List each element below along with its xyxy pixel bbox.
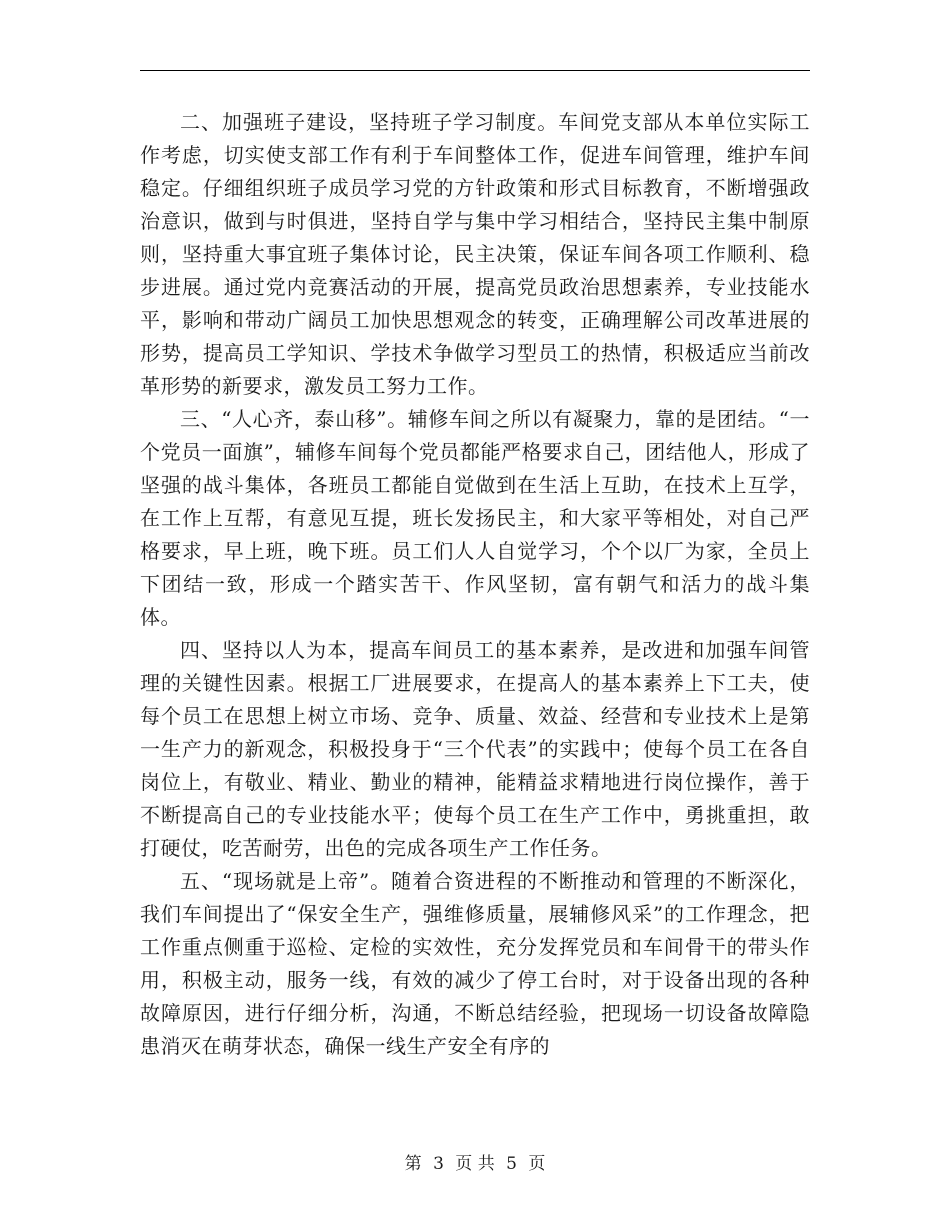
- footer-prefix: 第: [404, 1154, 422, 1174]
- current-page-number: 3: [433, 1154, 444, 1174]
- footer-suffix: 页: [528, 1154, 546, 1174]
- paragraph-4: 四、坚持以人为本，提高车间员工的基本素养，是改进和加强车间管理的关键性因素。根据工厂进展要求，在提高人的基本素养上下工夫，使每个员工在思想上树立市场、竞争、质量、效益、经营和专业技术上是第一生产力的新观念，积极投身于“三个代表”的实践中；使每个员工在各自岗位上，有敬业、精业、勤业的精神，能精益求精地进行岗位操作，善于不断提高自己的专业技能水平；使每个员工在生产工作中，勇挑重担，敢打硬仗，吃苦耐劳，出色的完成各项生产工作任务。: [140, 638, 810, 860]
- footer-middle: 页 共: [455, 1154, 495, 1174]
- header-rule: [140, 70, 810, 71]
- paragraph-2: 二、加强班子建设，坚持班子学习制度。车间党支部从本单位实际工作考虑，切实使支部工作有利于车间整体工作，促进车间管理，维护车间稳定。仔细组织班子成员学习党的方针政策和形式目标教育，不断增强政治意识，做到与时俱进，坚持自学与集中学习相结合，坚持民主集中制原则，坚持重大事宜班子集体讨论，民主决策，保证车间各项工作顺利、稳步进展。通过党内竞赛活动的开展，提高党员政治思想素养，专业技能水平，影响和带动广阔员工加快思想观念的转变，正确理解公司改革进展的形势，提高员工学知识、学技术争做学习型员工的热情，积极适应当前改革形势的新要求，激发员工努力工作。: [140, 110, 810, 398]
- document-body: [140, 106, 810, 1063]
- page-footer: [0, 1152, 950, 1176]
- paragraph-5: 五、“现场就是上帝”。随着合资进程的不断推动和管理的不断深化，我们车间提出了“保安全生产，强维修质量，展辅修风采”的工作理念，把工作重点侧重于巡检、定检的实效性，充分发挥党员和车间骨干的带头作用，积极主动，服务一线，有效的减少了停工台时，对于设备出现的各种故障原因，进行仔细分析，沟通，不断总结经验，把现场一切设备故障隐患消灭在萌芽状态，确保一线生产安全有序的: [140, 869, 810, 1058]
- paragraph-3: 三、“人心齐，泰山移”。辅修车间之所以有凝聚力，靠的是团结。“一个党员一面旗”，辅修车间每个党员都能严格要求自己，团结他人，形成了坚强的战斗集体，各班员工都能自觉做到在生活上互助，在技术上互学，在工作上互帮，有意见互提，班长发扬民主，和大家平等相处，对自己严格要求，早上班，晚下班。员工们人人自觉学习，个个以厂为家，全员上下团结一致，形成一个踏实苦干、作风坚韧，富有朝气和活力的战斗集体。: [140, 407, 810, 629]
- total-pages-number: 5: [506, 1154, 517, 1174]
